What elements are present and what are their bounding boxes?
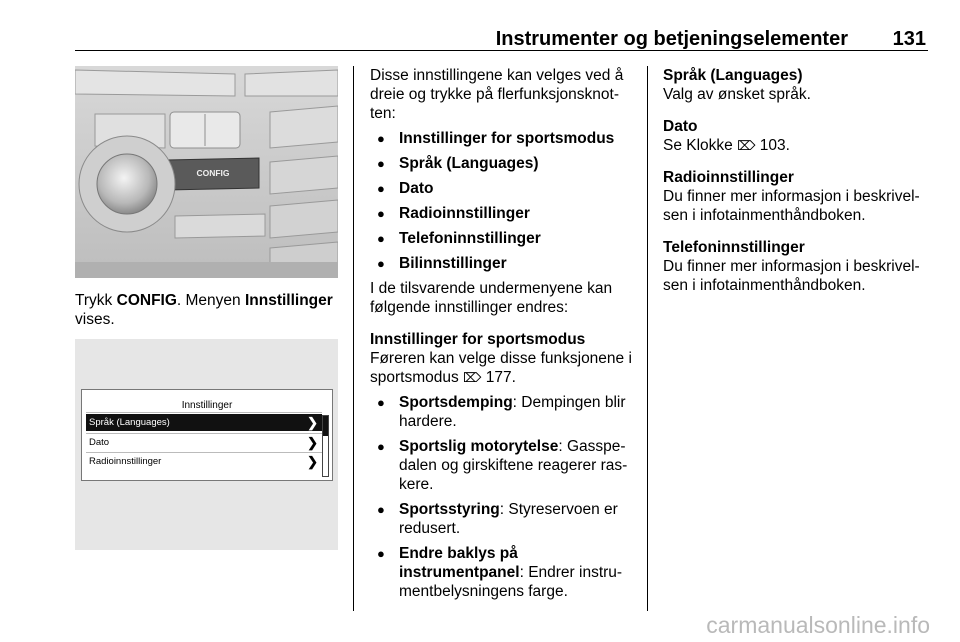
item-term: Sportsdemping [399, 394, 513, 411]
page-reference-link[interactable]: 103. [755, 137, 790, 154]
watermark: carmanualsonline.info [706, 612, 930, 638]
display-separator [86, 412, 322, 413]
item-desc: : Dempingen blir hardere. [399, 394, 626, 430]
item-term: Sportslig motorytelse [399, 438, 559, 455]
console-photo [75, 66, 338, 278]
list-item: ● Språk (Languages) [370, 154, 638, 173]
list-item [370, 500, 638, 538]
section-heading-language: Språk (Languages) [663, 67, 803, 84]
sport-list [370, 393, 638, 601]
section-heading-radio: Radioinnstillinger [663, 169, 794, 186]
chevron-right-icon: ❯ [307, 435, 318, 450]
list-item: ● Radioinnstillinger [370, 204, 638, 223]
list-item: ● Telefoninnstillinger [370, 229, 638, 248]
caption-text-1: Trykk [75, 292, 117, 309]
display-scrollbar[interactable] [322, 415, 329, 477]
section-text-radio: Du finner mer informasjon i beskrivel-sen i infotainmenthåndboken. [663, 188, 920, 224]
scrollbar-thumb[interactable] [323, 416, 328, 436]
display-item-date[interactable] [86, 434, 322, 451]
display-screen-figure [75, 339, 338, 550]
caption-config: CONFIG [116, 292, 177, 309]
chevron-right-icon: ❯ [307, 415, 318, 430]
item-desc: : Styreservoen er redusert. [399, 501, 618, 537]
chevron-right-icon: ❯ [307, 454, 318, 469]
item-term: Sportsstyring [399, 501, 500, 518]
page-header [75, 22, 928, 51]
photo-caption [75, 291, 338, 329]
submenu-text: I de tilsvarende undermenyene kan følgende innstillinger endres: [370, 280, 613, 316]
header-title: Instrumenter og betjeningselementer [495, 28, 848, 50]
page-reference-icon: ⌦ [463, 370, 482, 385]
list-item: ● Bilinnstillinger [370, 254, 638, 273]
section-text-date-body: Se Klokke [663, 137, 733, 154]
list-item: ● Dato [370, 179, 638, 198]
section-heading-date: Dato [663, 118, 698, 135]
left-column [75, 66, 338, 550]
column-divider-left [353, 66, 354, 611]
display-item-label: Dato [89, 437, 110, 448]
display-item-radio[interactable] [86, 453, 322, 470]
column-divider-right [647, 66, 648, 611]
caption-text-2: . Menyen [176, 292, 245, 309]
sport-text [370, 349, 638, 387]
section-heading-phone: Telefoninnstillinger [663, 239, 805, 256]
item-desc: : Gasspe-dalen og girskiftene reagerer ras-kere. [399, 438, 628, 493]
settings-display [81, 389, 333, 481]
item-desc: : Endrer instru-mentbelysningens farge. [399, 564, 623, 600]
display-item-label: Radioinnstillinger [89, 456, 162, 467]
list-item: ● Innstillinger for sportsmodus [370, 129, 638, 148]
list-item [370, 393, 638, 431]
caption-innstillinger: Innstillinger [244, 292, 333, 309]
console-illustration [75, 66, 338, 278]
display-item-language[interactable] [86, 414, 322, 431]
section-text-phone: Du finner mer informasjon i beskrivel-sen i infotainmenthåndboken. [663, 258, 920, 294]
display-item-label: Språk (Languages) [89, 417, 170, 428]
item-term: Endre baklys på instrumentpanel [399, 545, 520, 581]
page-number: 131 [892, 28, 926, 50]
sport-heading: Innstillinger for sportsmodus [370, 331, 586, 348]
list-item [370, 437, 638, 494]
section-text-date [663, 136, 933, 155]
intro-text: Disse innstillingene kan velges ved å dreie og trykke på flerfunksjonsknot-ten: [370, 67, 624, 122]
settings-list [370, 129, 638, 273]
list-item [370, 544, 638, 601]
middle-column [370, 66, 638, 607]
config-button-label: CONFIG [196, 168, 230, 178]
page-reference-link[interactable]: 177. [481, 369, 516, 386]
right-column [663, 66, 933, 295]
caption-text-3: vises. [75, 311, 115, 328]
section-text-language: Valg av ønsket språk. [663, 86, 811, 103]
page-reference-icon: ⌦ [737, 138, 756, 153]
sport-text-body: Føreren kan velge disse funksjonene i sportsmodus [370, 350, 632, 386]
display-title: Innstillinger [181, 400, 233, 411]
